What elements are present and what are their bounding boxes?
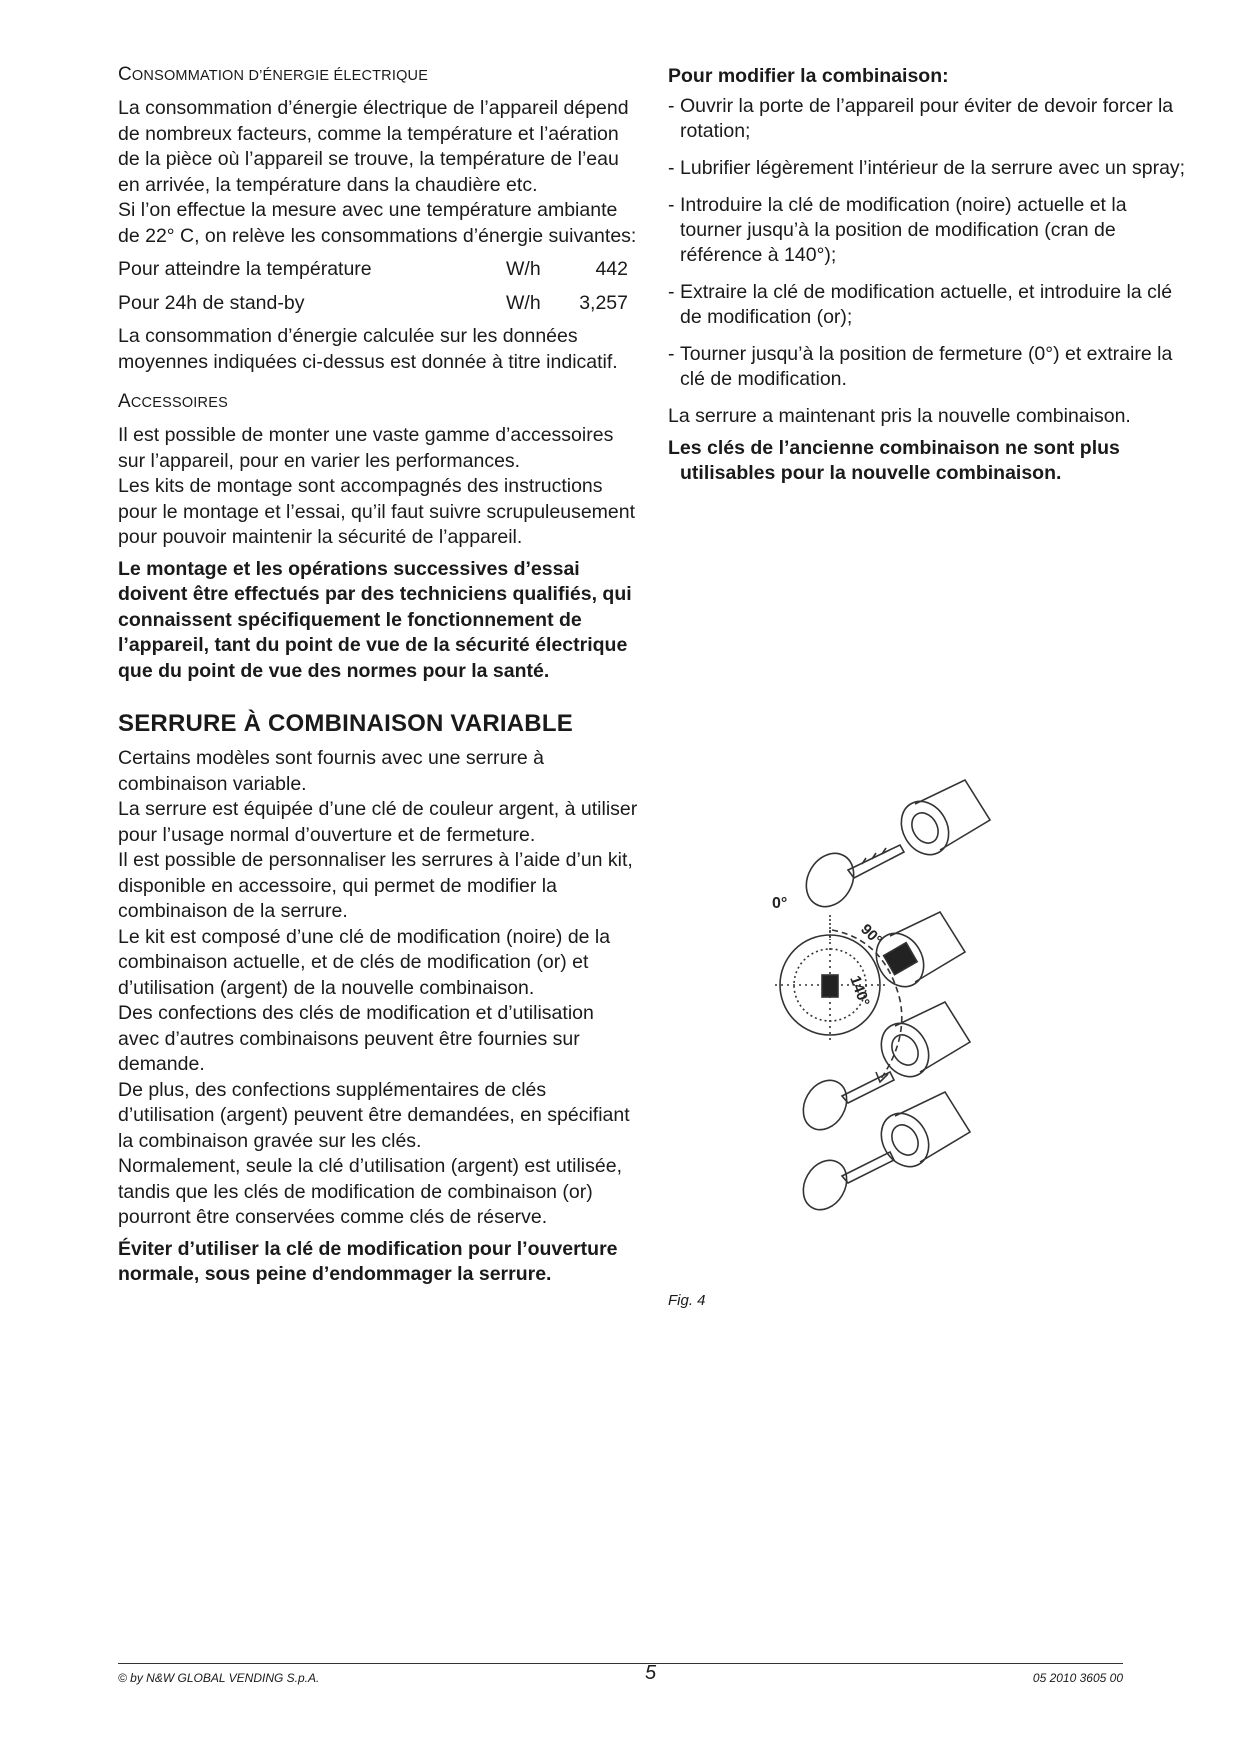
step-item: - Tourner jusqu’à la position de fermeture (0°) et extraire la clé de modification. xyxy=(668,343,1173,390)
energy-row: Pour atteindre la température W/h 442 xyxy=(118,258,628,280)
accessories-para-1: Il est possible de monter une vaste gamme d’accessoires sur l’appareil, pour en varier les performances. xyxy=(118,424,614,472)
lock-para: Des confections des clés de modification et d’utilisation avec d’autres combinaisons peuvent être fournies sur demande. xyxy=(118,1002,594,1075)
accessories-para-2: Les kits de montage sont accompagnés des instructions pour le montage et l’essai, qu’il faut suivre scrupuleusement pour pouvoir maintenir la sécurité de l’appareil. xyxy=(118,475,636,548)
result-text: La serrure a maintenant pris la nouvelle combinaison. xyxy=(668,405,1131,427)
accessories-heading: ACCESSOIRES xyxy=(118,391,228,412)
silver-key-icon xyxy=(795,1152,894,1218)
step-item: - Extraire la clé de modification actuelle, et introduire la clé de modification (or); xyxy=(668,281,1173,328)
lock-para: Il est possible de personnaliser les serrures à l’aide d’un kit, disponible en accessoire, qui permet de modifier la combinaison de la serrure. xyxy=(118,849,633,922)
footer-doc-code: 05 2010 3605 00 xyxy=(1032,1671,1123,1685)
accessories-warning: Le montage et les opérations successives d’essai doivent être effectués par des techniciens qualifiés, qui connaissent spécifiquement le fonctionnement de l’appareil, tant du point de vue de la sécurité électrique que du point de vue des normes pour la santé. xyxy=(118,557,632,682)
step-item: - Lubrifier légèrement l’intérieur de la serrure avec un spray; xyxy=(668,157,1186,179)
angle-label-0: 0° xyxy=(772,895,788,912)
page-number: 5 xyxy=(645,1662,657,1684)
black-key-icon xyxy=(797,845,904,915)
left-column xyxy=(118,64,640,1288)
lock-key-illustration xyxy=(772,790,1070,1250)
right-column xyxy=(668,64,1188,487)
lock-cylinder-icon xyxy=(867,912,965,995)
lock-cylinder-icon xyxy=(872,1002,970,1085)
figure-caption: Fig. 4 xyxy=(668,1292,706,1309)
angle-label-140: 140° xyxy=(846,973,873,1009)
lock-cylinder-icon xyxy=(892,780,990,863)
energy-heading: CONSOMMATION D’ÉNERGIE ÉLECTRIQUE xyxy=(118,64,429,85)
energy-row: Pour 24h de stand-by W/h 3,257 xyxy=(118,291,628,314)
footer-copyright: © by N&W GLOBAL VENDING S.p.A. xyxy=(118,1671,320,1685)
lock-para: Certains modèles sont fournis avec une serrure à combinaison variable. xyxy=(118,747,544,795)
lock-para: Le kit est composé d’une clé de modification (noire) de la combinaison actuelle, et de clés de modification (or) et d’utilisation (argent) de la nouvelle combinaison. xyxy=(118,925,611,999)
steps-heading: Pour modifier la combinaison: xyxy=(668,65,949,87)
angle-label-90: 90° xyxy=(857,920,886,949)
energy-para-3: La consommation d’énergie calculée sur les données moyennes indiquées ci-dessus est donnée à titre indicatif. xyxy=(118,325,618,373)
footer-divider xyxy=(118,1663,1123,1664)
energy-para-2: Si l’on effectue la mesure avec une température ambiante de 22° C, on relève les consommations d’énergie suivantes: xyxy=(118,199,637,247)
lock-warning: Éviter d’utiliser la clé de modification pour l’ouverture normale, sous peine d’endommager la serrure. xyxy=(118,1237,618,1285)
lock-heading: SERRURE À COMBINAISON VARIABLE xyxy=(118,710,573,737)
energy-para-1: La consommation d’énergie électrique de l’appareil dépend de nombreux facteurs, comme la température et l’aération de la pièce où l’appareil se trouve, la température de l’eau en arrivée, la température dans la chaudière etc. xyxy=(118,97,629,196)
right-warning: Les clés de l’ancienne combinaison ne sont plus utilisables pour la nouvelle combinaison. xyxy=(668,436,1120,484)
step-item: - Ouvrir la porte de l’appareil pour éviter de devoir forcer la rotation; xyxy=(668,95,1174,142)
lock-para: La serrure est équipée d’une clé de couleur argent, à utiliser pour l’usage normal d’ouverture et de fermeture. xyxy=(118,798,638,846)
lock-para: De plus, des confections supplémentaires de clés d’utilisation (argent) peuvent être demandées, en spécifiant la combinaison gravée sur les clés. xyxy=(118,1078,630,1152)
lock-para: Normalement, seule la clé d’utilisation (argent) est utilisée, tandis que les clés de modification de combinaison (or) pourront être conservées comme clés de réserve. xyxy=(118,1155,622,1228)
lock-cylinder-icon xyxy=(872,1092,970,1175)
step-item: - Introduire la clé de modification (noire) actuelle et la tourner jusqu’à la position de modification (cran de référence à 140°); xyxy=(668,194,1127,266)
